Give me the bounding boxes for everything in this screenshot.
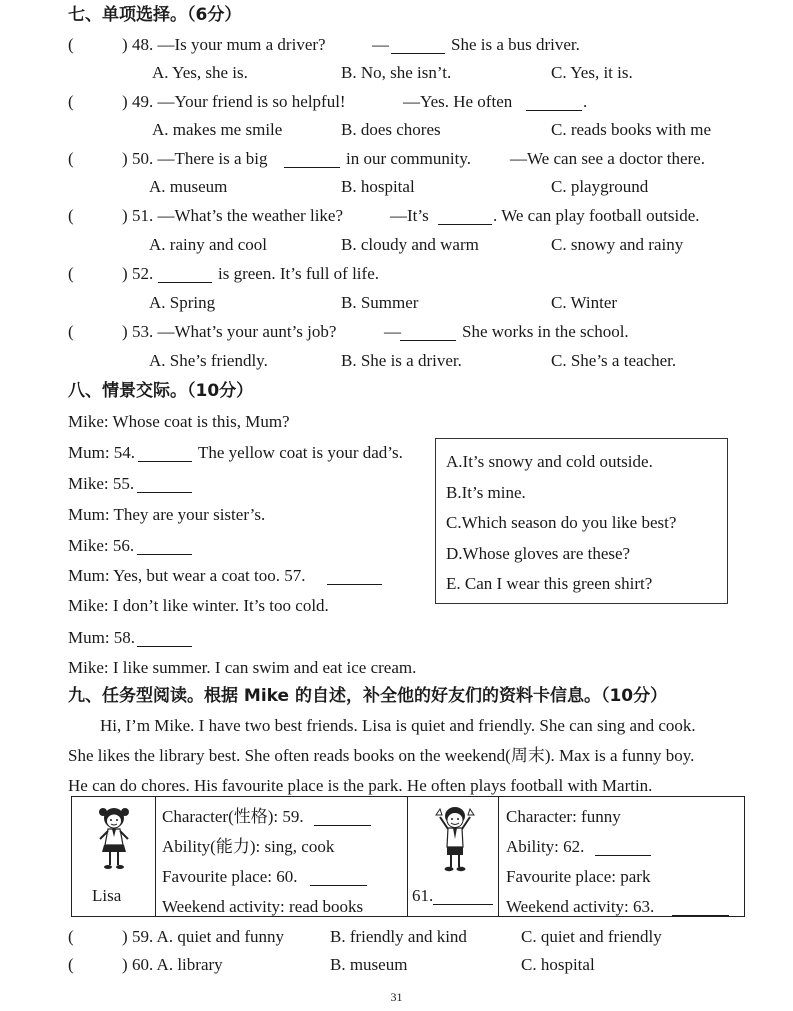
answer-blank-61[interactable] xyxy=(433,888,493,905)
question-stem-end: She is a bus driver. xyxy=(451,35,580,54)
answer-blank-55[interactable] xyxy=(137,476,192,493)
answer-paren-close: ) xyxy=(122,322,128,341)
answer-paren-open: ( xyxy=(68,149,74,168)
question-stem: 49. —Your friend is so helpful! xyxy=(132,92,346,111)
question-stem-mid: —Yes. He often xyxy=(403,92,513,111)
option-c: C. Yes, it is. xyxy=(551,63,633,82)
answer-paren-open: ( xyxy=(68,264,74,283)
option-c: C. reads books with me xyxy=(551,120,712,139)
passage-line-2: She likes the library best. She often reads books on the weekend(周末). Max is a funny boy. xyxy=(68,746,695,765)
question-stem-mid: is green. It’s full of life. xyxy=(218,264,379,283)
option-b: B.It’s mine. xyxy=(446,483,526,502)
dialog-line-54: Mum: 54. xyxy=(68,443,136,462)
option-a: A. rainy and cool xyxy=(149,235,268,254)
boy-icon xyxy=(430,803,480,877)
dialog-line-9: Mike: I like summer. I can swim and eat ice cream. xyxy=(68,658,417,677)
answer-paren-open: ( xyxy=(68,955,74,974)
answer-paren-open: ( xyxy=(68,35,74,54)
card-line-place: Favourite place: 60. xyxy=(162,867,298,886)
option-c: C. quiet and friendly xyxy=(521,927,662,946)
answer-blank[interactable] xyxy=(284,151,340,168)
page-number: 31 xyxy=(390,990,403,1004)
question-stem-dash: — xyxy=(372,35,389,54)
card-line-ability: Ability: 62. xyxy=(506,837,585,856)
option-c: C. hospital xyxy=(521,955,595,974)
answer-paren-close: ) xyxy=(122,927,128,946)
answer-paren-close: ) xyxy=(122,35,128,54)
dialog-line-4: Mum: They are your sister’s. xyxy=(68,505,266,524)
question-stem-end: —We can see a doctor there. xyxy=(510,149,705,168)
answer-blank[interactable] xyxy=(438,208,492,225)
card-name-lisa: Lisa xyxy=(92,886,122,905)
option-b: B. Summer xyxy=(341,293,419,312)
passage-line-3: He can do chores. His favourite place is the park. He often plays football with Martin. xyxy=(68,776,653,795)
question-stem-dash: — xyxy=(384,322,401,341)
divider xyxy=(498,797,499,916)
option-b: B. cloudy and warm xyxy=(341,235,479,254)
answer-blank-62[interactable] xyxy=(595,839,651,856)
option-b: B. does chores xyxy=(341,120,441,139)
option-a: A. museum xyxy=(149,177,228,196)
option-b: B. No, she isn’t. xyxy=(341,63,452,82)
answer-paren-close: ) xyxy=(122,92,128,111)
question-stem: 48. —Is your mum a driver? xyxy=(132,35,326,54)
option-d: D.Whose gloves are these? xyxy=(446,544,631,563)
card-line-weekend: Weekend activity: 63. xyxy=(506,897,655,916)
option-a: A. Spring xyxy=(149,293,216,312)
question-stem-end: She works in the school. xyxy=(462,322,629,341)
answer-blank-57[interactable] xyxy=(327,568,382,585)
answer-paren-open: ( xyxy=(68,927,74,946)
option-a: A.It’s snowy and cold outside. xyxy=(446,452,653,471)
option-b: B. friendly and kind xyxy=(330,927,467,946)
card-line-character: Character(性格): 59. xyxy=(162,807,304,826)
question-stem: 50. —There is a big xyxy=(132,149,268,168)
question-stem: 53. —What’s your aunt’s job? xyxy=(132,322,337,341)
answer-paren-close: ) xyxy=(122,149,128,168)
answer-paren-close: ) xyxy=(122,206,128,225)
option-b: B. She is a driver. xyxy=(341,351,462,370)
answer-paren-open: ( xyxy=(68,322,74,341)
answer-blank-63[interactable] xyxy=(672,899,729,916)
card-name-label-61: 61. xyxy=(412,886,434,905)
option-a: 60. A. library xyxy=(132,955,223,974)
option-a: 59. A. quiet and funny xyxy=(132,927,285,946)
question-stem-end: . We can play football outside. xyxy=(493,206,700,225)
answer-blank-54[interactable] xyxy=(138,445,192,462)
dialog-line-54-end: The yellow coat is your dad’s. xyxy=(198,443,403,462)
answer-blank[interactable] xyxy=(391,37,445,54)
answer-blank-59[interactable] xyxy=(314,809,371,826)
answer-paren-open: ( xyxy=(68,206,74,225)
option-a: A. makes me smile xyxy=(152,120,283,139)
option-c: C.Which season do you like best? xyxy=(446,513,677,532)
passage-line-1: Hi, I’m Mike. I have two best friends. Lisa is quiet and friendly. She can sing and cook. xyxy=(100,716,696,735)
answer-paren-close: ) xyxy=(122,955,128,974)
dialog-line-58: Mum: 58. xyxy=(68,628,136,647)
dialog-line-56: Mike: 56. xyxy=(68,536,135,555)
answer-blank-56[interactable] xyxy=(137,538,192,555)
answer-blank-60[interactable] xyxy=(310,869,367,886)
dialog-line-55: Mike: 55. xyxy=(68,474,135,493)
card-line-weekend: Weekend activity: read books xyxy=(162,897,364,916)
dialog-line-1: Mike: Whose coat is this, Mum? xyxy=(68,412,290,431)
question-stem: 51. —What’s the weather like? xyxy=(132,206,344,225)
option-e: E. Can I wear this green shirt? xyxy=(446,574,653,593)
question-stem: 52. xyxy=(132,264,154,283)
card-line-place: Favourite place: park xyxy=(506,867,651,886)
question-stem-mid: —It’s xyxy=(390,206,429,225)
question-stem-mid: in our community. xyxy=(346,149,471,168)
option-b: B. museum xyxy=(330,955,408,974)
answer-blank[interactable] xyxy=(526,94,582,111)
option-a: A. Yes, she is. xyxy=(152,63,248,82)
option-c: C. playground xyxy=(551,177,649,196)
answer-blank[interactable] xyxy=(400,324,456,341)
profile-cards xyxy=(71,796,745,917)
question-stem-end: . xyxy=(583,92,588,111)
divider xyxy=(155,797,156,916)
options-box xyxy=(435,438,728,604)
answer-paren-open: ( xyxy=(68,92,74,111)
section-7-title: 七、单项选择。（6分） xyxy=(68,5,242,25)
answer-blank[interactable] xyxy=(158,266,212,283)
card-line-ability: Ability(能力): sing, cook xyxy=(162,837,335,856)
card-line-character: Character: funny xyxy=(506,807,621,826)
answer-blank-58[interactable] xyxy=(137,630,192,647)
divider xyxy=(407,797,408,916)
option-c: C. snowy and rainy xyxy=(551,235,684,254)
section-8-title: 八、情景交际。（10分） xyxy=(68,381,254,401)
dialog-line-57: Mum: Yes, but wear a coat too. 57. xyxy=(68,566,306,585)
dialog-line-7: Mike: I don’t like winter. It’s too cold. xyxy=(68,596,329,615)
section-9-title: 九、任务型阅读。根据 Mike 的自述，补全他的好友们的资料卡信息。（10分） xyxy=(68,686,668,706)
option-a: A. She’s friendly. xyxy=(149,351,268,370)
option-c: C. Winter xyxy=(551,293,618,312)
answer-paren-close: ) xyxy=(122,264,128,283)
girl-lisa-icon xyxy=(92,805,136,873)
option-b: B. hospital xyxy=(341,177,415,196)
option-c: C. She’s a teacher. xyxy=(551,351,677,370)
